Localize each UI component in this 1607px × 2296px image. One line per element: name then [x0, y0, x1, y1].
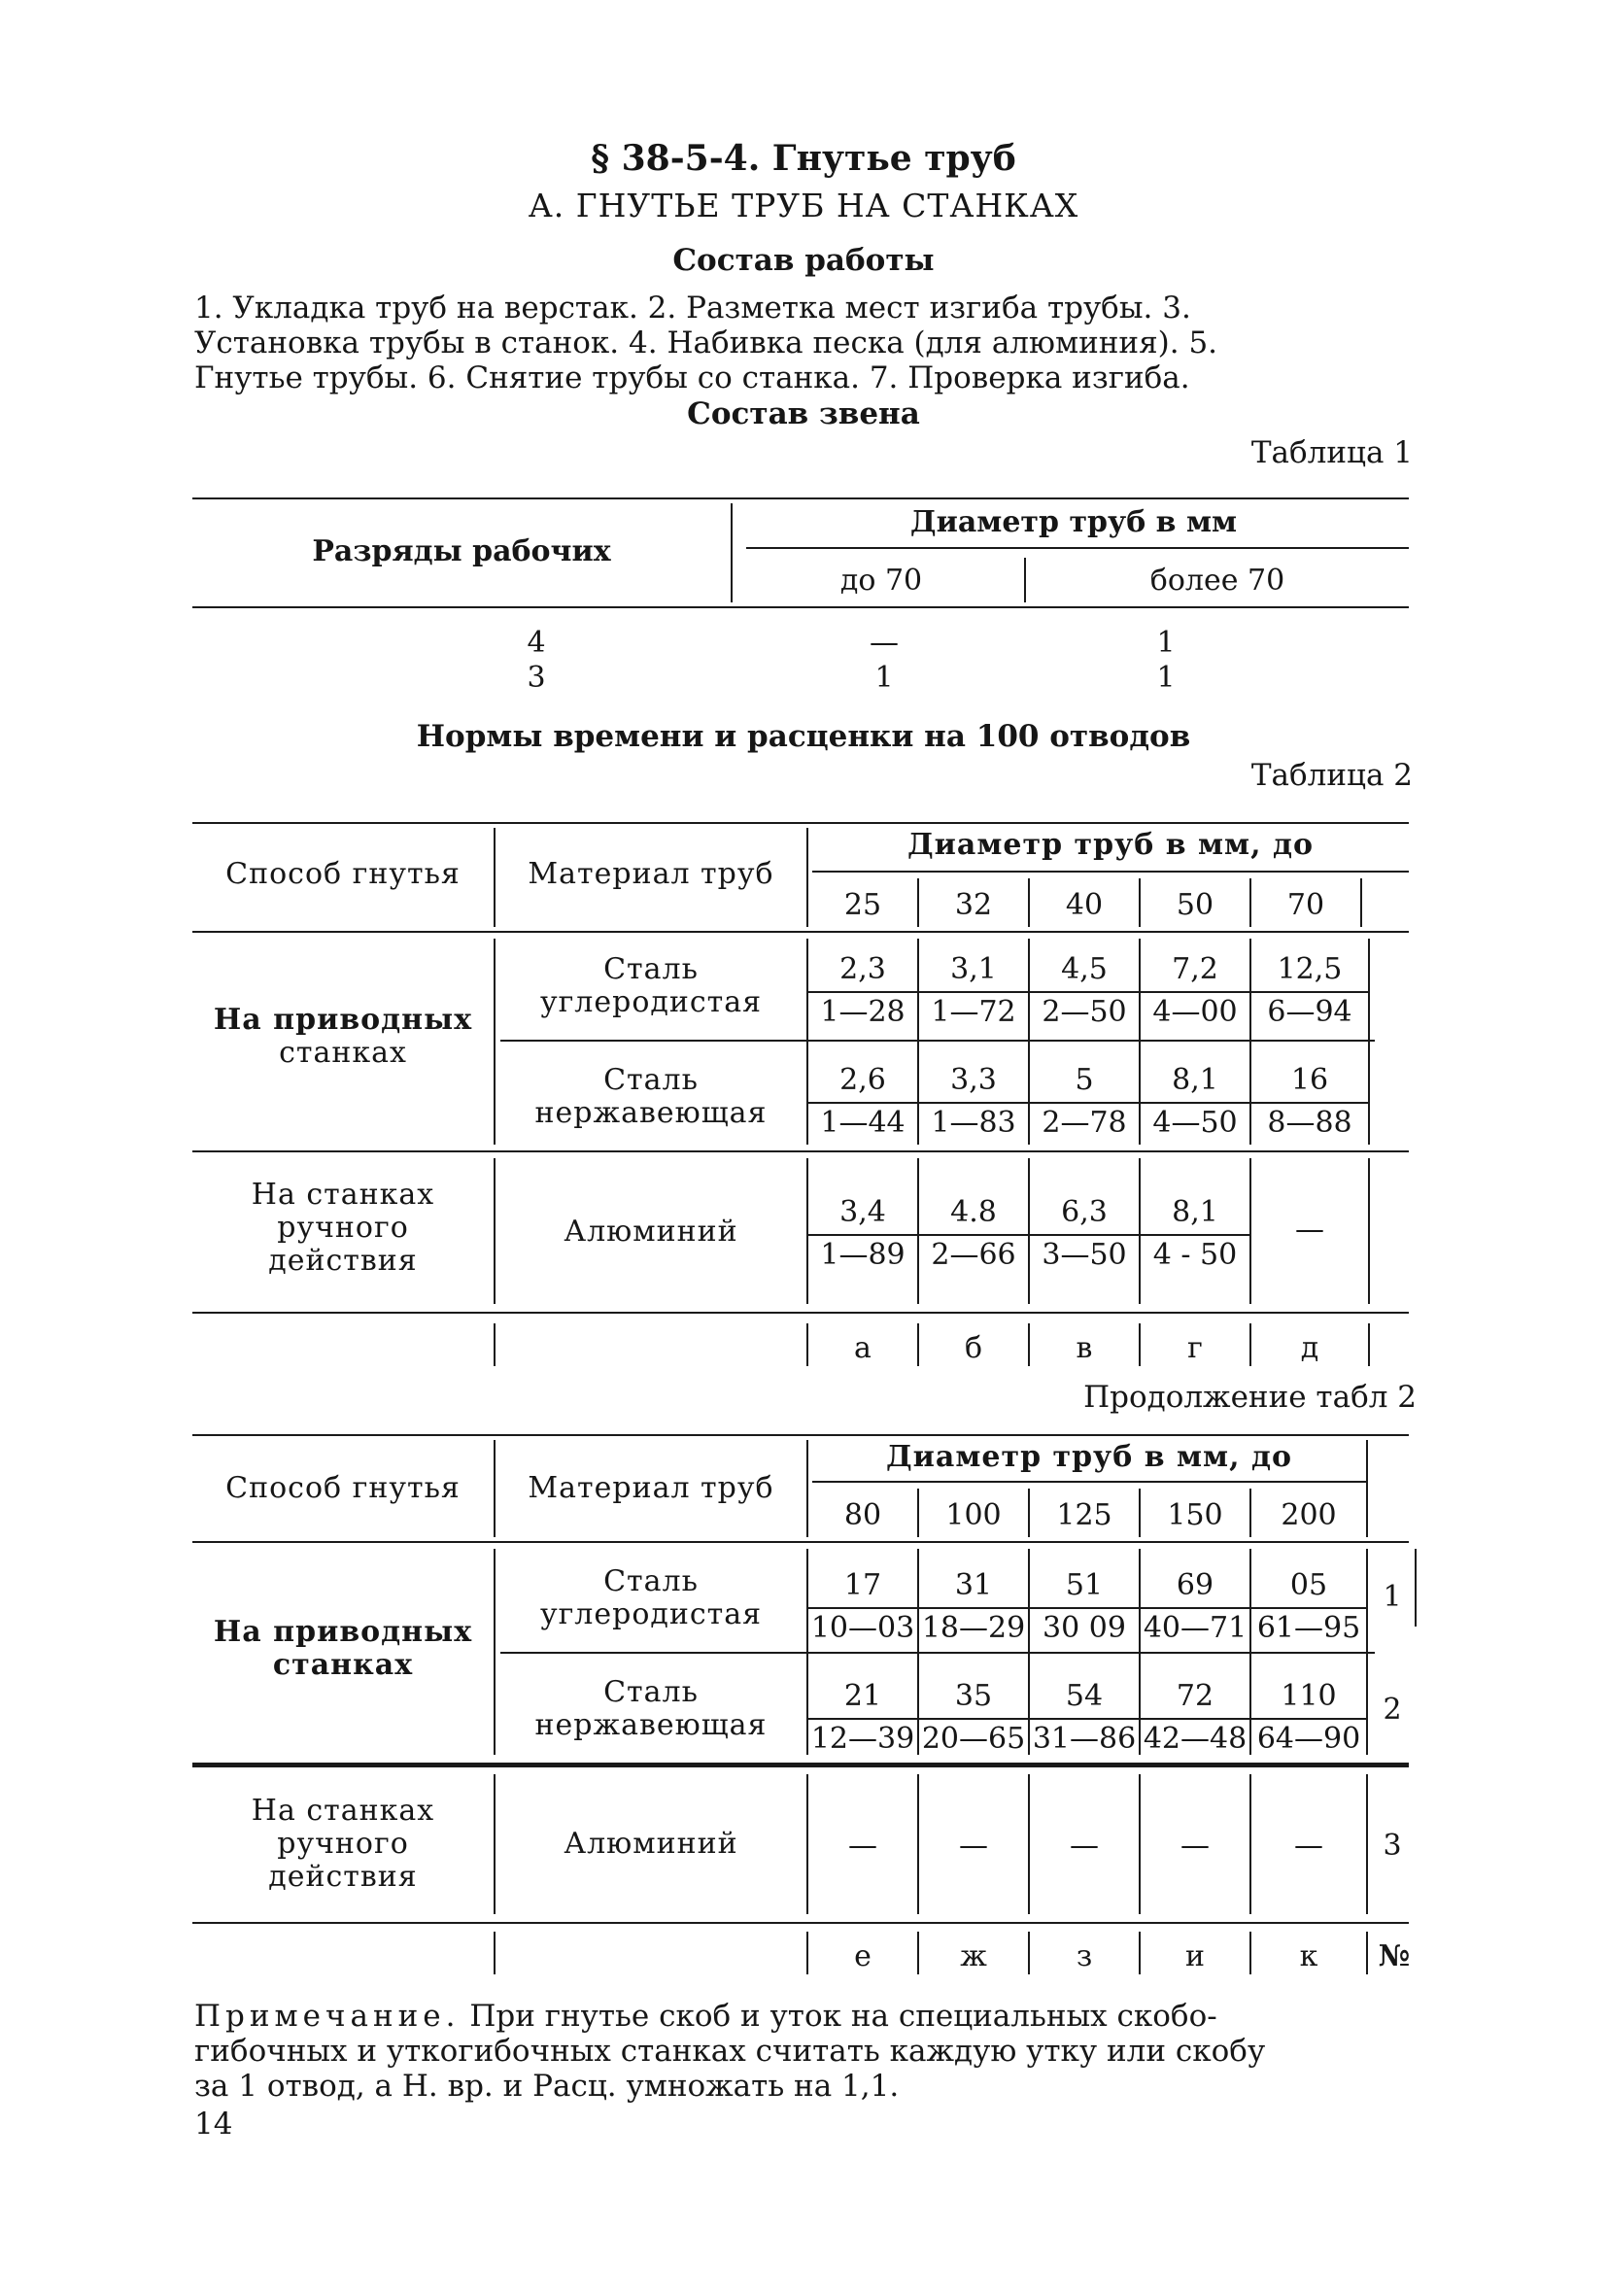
table3-section-rule — [192, 1763, 1409, 1767]
table2-cell — [919, 1059, 1028, 1143]
table3-vline — [1366, 1549, 1368, 1755]
table3-method-line: На приводных — [213, 1615, 473, 1649]
table2-material-line: Алюминий — [564, 1215, 738, 1249]
table3-bottom-rule — [192, 1922, 1409, 1924]
note-label: Примечание. — [194, 1999, 461, 2034]
table3-material-line: Алюминий — [564, 1827, 738, 1861]
table3-vline — [1415, 1549, 1417, 1627]
table2-column-letter: в — [1076, 1331, 1093, 1365]
table2-vline — [1368, 1158, 1370, 1304]
table3-group-header: Диаметр труб в мм, до — [885, 1440, 1293, 1474]
note-line-2: гибочных и уткогибочных станках считать каждую утку или скобу — [194, 2034, 1266, 2069]
rate: 2—78 — [1030, 1102, 1139, 1143]
time-norm: 16 — [1290, 1063, 1329, 1097]
rate: 42—48 — [1141, 1718, 1249, 1759]
table3-mid-rule — [500, 1652, 1375, 1654]
time-norm: 21 — [843, 1679, 882, 1713]
time-norm: 17 — [843, 1568, 882, 1602]
table3-cell — [919, 1564, 1028, 1648]
table3-diameter: 80 — [843, 1498, 882, 1532]
table3-cell — [1030, 1564, 1139, 1648]
table3-method-line: действия — [268, 1860, 418, 1894]
table3-row-number: 1 — [1383, 1580, 1402, 1614]
table2-method-line: На приводных — [213, 1003, 473, 1037]
table2-cell — [808, 1191, 917, 1275]
table2-cell — [1141, 948, 1249, 1032]
table1-header-rule — [192, 606, 1409, 608]
time-norm: 8,1 — [1172, 1195, 1218, 1229]
rate: 2—66 — [919, 1234, 1028, 1275]
table1-sub-upto70: до 70 — [839, 564, 923, 598]
table2-section-rule — [192, 1150, 1409, 1152]
time-norm: 3,4 — [839, 1195, 886, 1229]
table2-column-letter: а — [854, 1331, 872, 1365]
table3-vline — [1366, 1932, 1368, 1974]
time-norm: 51 — [1065, 1568, 1104, 1602]
work-line-1: 1. Укладка труб на верстак. 2. Разметка мест изгиба трубы. 3. — [194, 291, 1191, 326]
table3-header-rule — [192, 1541, 1409, 1543]
table3-dash: — — [959, 1829, 988, 1863]
table3-cell — [808, 1675, 917, 1759]
table3-column-letter: з — [1076, 1939, 1093, 1973]
table3-diameter: 150 — [1167, 1498, 1223, 1532]
time-norm: 35 — [954, 1679, 993, 1713]
table1-group-header: Диаметр труб в мм — [909, 505, 1238, 539]
work-heading: Состав работы — [672, 243, 935, 278]
rate: 30 09 — [1030, 1607, 1139, 1648]
work-line-3: Гнутье трубы. 6. Снятие трубы со станка. 7. Проверка изгиба. — [194, 360, 1190, 395]
table3-col-material: Материал труб — [528, 1471, 774, 1505]
time-norm: 5 — [1075, 1063, 1094, 1097]
rate: 1—44 — [808, 1102, 917, 1143]
time-norm: 3,1 — [950, 952, 997, 986]
table2-vline — [494, 1323, 496, 1366]
table2-mid-rule — [500, 1040, 1375, 1042]
table1-grade: 3 — [527, 661, 546, 695]
table3-method-line: станках — [272, 1648, 414, 1682]
norms-heading: Нормы времени и расценки на 100 отводов — [416, 719, 1191, 754]
table3-dash: — — [1180, 1829, 1210, 1863]
rate: 10—03 — [808, 1607, 917, 1648]
table3-material-line: углеродистая — [539, 1597, 763, 1631]
table3-cell — [1251, 1675, 1366, 1759]
table3-method-line: ручного — [277, 1827, 409, 1861]
table1-divider — [731, 503, 733, 602]
table2-method-line: На станках — [251, 1178, 435, 1212]
table1-sub-over70: более 70 — [1149, 564, 1285, 598]
table2-cell — [1141, 1191, 1249, 1275]
table1-over70: 1 — [1156, 626, 1176, 660]
time-norm: 2,6 — [839, 1063, 886, 1097]
table2-cell — [808, 1059, 917, 1143]
time-norm: 31 — [954, 1568, 993, 1602]
rate: 31—86 — [1030, 1718, 1139, 1759]
rate: 4—50 — [1141, 1102, 1249, 1143]
time-norm: 8,1 — [1172, 1063, 1218, 1097]
table2-cell — [919, 1191, 1028, 1275]
section-subtitle: А. ГНУТЬЕ ТРУБ НА СТАНКАХ — [528, 187, 1079, 224]
table2-sub-rule — [812, 871, 1409, 873]
table3-cell — [1030, 1675, 1139, 1759]
rate: 40—71 — [1141, 1607, 1249, 1648]
table3-material-line: Сталь — [603, 1675, 699, 1709]
table2-column-letter: г — [1187, 1331, 1203, 1365]
table2-column-letter: д — [1300, 1331, 1319, 1365]
table2-cell — [1251, 1059, 1368, 1143]
time-norm: 4,5 — [1061, 952, 1108, 986]
note-line-3: за 1 отвод, а Н. вр. и Расц. умножать на 1,1. — [194, 2069, 900, 2104]
table3-row-number: 2 — [1383, 1693, 1402, 1727]
rate: 61—95 — [1251, 1607, 1366, 1648]
table3-dash: — — [1070, 1829, 1099, 1863]
rate: 20—65 — [919, 1718, 1028, 1759]
table2-material-line: Сталь — [603, 1063, 699, 1097]
crew-heading: Состав звена — [687, 396, 920, 431]
table3-material-line: Сталь — [603, 1564, 699, 1598]
table2-diameter: 50 — [1176, 888, 1214, 922]
table2-cell — [1141, 1059, 1249, 1143]
table3-row-number: 3 — [1383, 1829, 1402, 1863]
table2-bottom-rule — [192, 1312, 1409, 1314]
table1-col-grade: Разряды рабочих — [312, 534, 611, 568]
time-norm: 3,3 — [950, 1063, 997, 1097]
time-norm: 4.8 — [950, 1195, 997, 1229]
table1-upto70: 1 — [874, 661, 894, 695]
table2-diameter: 70 — [1286, 888, 1325, 922]
table3-cell — [1141, 1564, 1249, 1648]
table2-diameter: 25 — [843, 888, 882, 922]
table2-cell — [1030, 1191, 1139, 1275]
table1-sub-rule — [746, 547, 1409, 549]
rate: 2—50 — [1030, 991, 1139, 1032]
table3-vline — [1366, 1440, 1368, 1537]
rate: 1—28 — [808, 991, 917, 1032]
time-norm: 2,3 — [839, 952, 886, 986]
time-norm: 69 — [1176, 1568, 1214, 1602]
time-norm: 05 — [1289, 1568, 1328, 1602]
table3-diameter: 200 — [1281, 1498, 1337, 1532]
table2-col-method: Способ гнутья — [225, 857, 461, 891]
table3-column-letter: к — [1299, 1939, 1318, 1973]
note-text: При гнутье скоб и уток на специальных скобо- — [460, 1999, 1217, 2034]
rate: 4—00 — [1141, 991, 1249, 1032]
table3-diameter: 125 — [1056, 1498, 1112, 1532]
table3-sub-rule — [812, 1481, 1366, 1483]
table3-cell — [1251, 1564, 1366, 1648]
table3-vline — [1366, 1774, 1368, 1914]
table3-diameter: 100 — [945, 1498, 1002, 1532]
table1-top-rule — [192, 497, 1409, 499]
table2-method-line: действия — [268, 1244, 418, 1278]
time-norm: 72 — [1176, 1679, 1214, 1713]
table3-cell — [808, 1564, 917, 1648]
table2-column-letter: б — [964, 1331, 983, 1365]
table3-method-line: На станках — [251, 1794, 435, 1828]
rate: 3—50 — [1030, 1234, 1139, 1275]
table2-group-header: Диаметр труб в мм, до — [906, 828, 1315, 862]
rate: 8—88 — [1251, 1102, 1368, 1143]
table1-upto70: — — [870, 626, 899, 660]
table2-cell — [1251, 948, 1368, 1032]
table2-material-line: Сталь — [603, 952, 699, 986]
time-norm: 54 — [1065, 1679, 1104, 1713]
table3-col-method: Способ гнутья — [225, 1471, 461, 1505]
table1-label: Таблица 1 — [1250, 435, 1413, 470]
rate: 64—90 — [1251, 1718, 1366, 1759]
table2-cell — [1030, 948, 1139, 1032]
time-norm: 12,5 — [1277, 952, 1343, 986]
table2-diameter: 40 — [1065, 888, 1104, 922]
rate: 4 - 50 — [1141, 1234, 1249, 1275]
time-norm: 7,2 — [1172, 952, 1218, 986]
table2-cell — [1030, 1059, 1139, 1143]
time-norm: 110 — [1281, 1679, 1337, 1713]
table2-cell — [808, 948, 917, 1032]
table2-material-line: нержавеющая — [534, 1096, 768, 1130]
table3-column-letter: и — [1185, 1939, 1205, 1973]
table3-cell — [919, 1675, 1028, 1759]
table2-method-line: ручного — [277, 1211, 409, 1245]
table3-column-letter: е — [854, 1939, 872, 1973]
table2-dash: — — [1295, 1213, 1324, 1247]
table2-method-line: станках — [279, 1036, 407, 1070]
table2-vline — [1368, 1323, 1370, 1366]
table3-vline — [494, 1932, 496, 1974]
table3-cell — [1141, 1675, 1249, 1759]
table2-vline — [1360, 878, 1362, 927]
table3-material-line: нержавеющая — [534, 1708, 768, 1742]
table2-vline — [1368, 939, 1370, 1145]
page-number: 14 — [194, 2107, 233, 2142]
rate: 6—94 — [1251, 991, 1368, 1032]
work-line-2: Установка трубы в станок. 4. Набивка песка (для алюминия). 5. — [194, 326, 1218, 360]
rate: 12—39 — [808, 1718, 917, 1759]
table2-label: Таблица 2 — [1250, 758, 1413, 793]
table3-top-rule — [192, 1434, 1409, 1436]
rate: 1—72 — [919, 991, 1028, 1032]
rate: 1—83 — [919, 1102, 1028, 1143]
section-title: § 38-5-4. Гнутье труб — [591, 138, 1016, 179]
continuation-label: Продолжение табл 2 — [1083, 1380, 1417, 1415]
table3-dash: — — [1294, 1829, 1323, 1863]
table3-column-letter: ж — [960, 1939, 987, 1973]
table1-grade: 4 — [527, 626, 546, 660]
table1-over70: 1 — [1156, 661, 1176, 695]
table2-header-rule — [192, 931, 1409, 933]
time-norm: 6,3 — [1061, 1195, 1108, 1229]
table2-top-rule — [192, 822, 1409, 824]
table2-diameter: 32 — [954, 888, 993, 922]
table2-cell — [919, 948, 1028, 1032]
table2-col-material: Материал труб — [528, 857, 774, 891]
table2-material-line: углеродистая — [539, 985, 763, 1019]
rate: 18—29 — [919, 1607, 1028, 1648]
table3-dash: — — [848, 1829, 877, 1863]
rate: 1—89 — [808, 1234, 917, 1275]
table3-number-sign: № — [1378, 1939, 1411, 1973]
